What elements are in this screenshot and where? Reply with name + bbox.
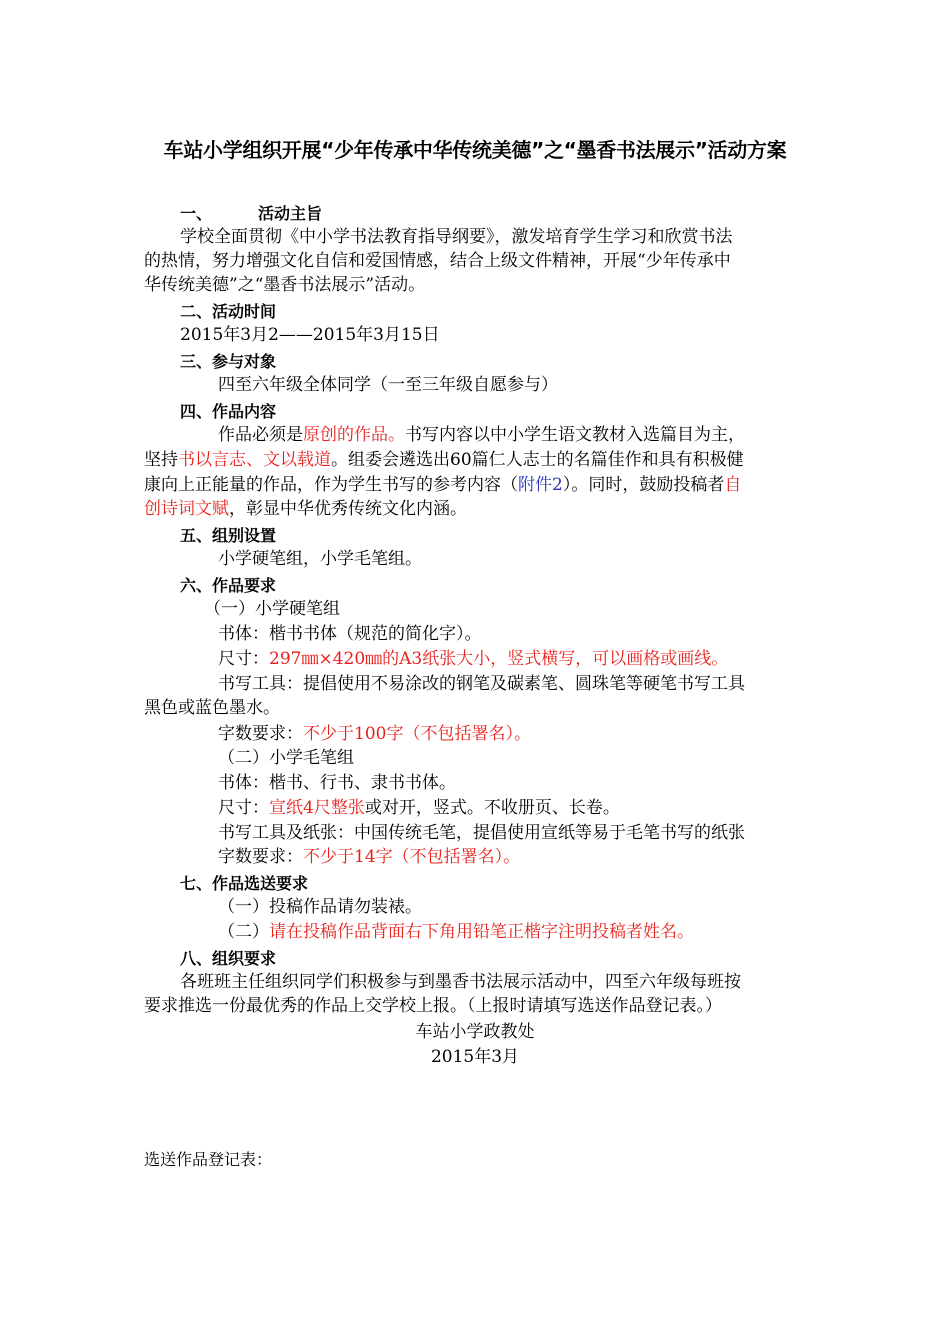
requirement-line: 书体：楷书书体（规范的简化字）。: [218, 624, 482, 644]
highlight-red: 书以言志、文以载道: [178, 450, 331, 470]
text-run: ，彰显中华优秀传统文化内涵。: [229, 499, 467, 519]
section-heading-6: 六、作品要求: [180, 576, 277, 595]
subsection-heading: （二）小学毛笔组: [218, 748, 354, 768]
paragraph-line: 学校全面贯彻《中小学书法教育指导纲要》，激发培育学生学习和欣赏书法: [180, 227, 733, 247]
attachment-ref: 附件2: [518, 475, 563, 495]
section-label: 活动主旨: [258, 204, 323, 223]
text-run: 。组委会遴选出60篇仁人志士的名篇佳作和具有积极健: [331, 450, 744, 470]
section-heading-8: 八、组织要求: [180, 949, 277, 968]
document-title: 车站小学组织开展“少年传承中华传统美德”之“墨香书法展示”活动方案: [163, 138, 787, 162]
requirement-line: [218, 796, 620, 821]
requirement-line: [218, 647, 728, 672]
highlight-red: 不少于100字（不包括署名）。: [303, 724, 531, 744]
paragraph-line: [144, 448, 744, 473]
text-run: （二）: [218, 922, 269, 942]
paragraph-line: [144, 497, 467, 522]
section-heading-4: 四、作品内容: [180, 402, 277, 421]
paragraph-line: [218, 423, 745, 448]
requirement-line: 黑色或蓝色墨水。: [144, 698, 280, 718]
section-heading-2: 二、活动时间: [180, 302, 277, 321]
requirement-line: （一）投稿作品请勿装裱。: [218, 897, 422, 917]
section-heading-1: [180, 201, 322, 226]
paragraph-line: 各班班主任组织同学们积极参与到墨香书法展示活动中，四至六年级每班按: [180, 972, 741, 992]
highlight-red: 原创的作品。: [303, 425, 405, 445]
text-run: ）。同时，鼓励投稿者: [562, 475, 725, 495]
requirement-line: 书体：楷书、行书、隶书书体。: [218, 773, 456, 793]
text-run: 或对开，竖式。不收册页、长卷。: [364, 798, 620, 818]
section-heading-5: 五、组别设置: [180, 526, 277, 545]
section-heading-3: 三、参与对象: [180, 352, 277, 371]
paragraph-line: 华传统美德”之“墨香书法展示”活动。: [144, 275, 426, 295]
paragraph-line: 四至六年级全体同学（一至三年级自愿参与）: [218, 375, 558, 395]
text-run: 作品必须是: [218, 425, 303, 445]
text-run: 康向上正能量的作品，作为学生书写的参考内容（: [144, 475, 518, 495]
paragraph-line: 的热情，努力增强文化自信和爱国情感，结合上级文件精神，开展“少年传承中: [144, 251, 731, 271]
highlight-red: 297㎜×420㎜的A3纸张大小，竖式横写，可以画格或画线。: [269, 649, 729, 669]
requirement-line: [218, 920, 694, 945]
highlight-red: 自: [724, 475, 742, 495]
highlight-red: 请在投稿作品背面右下角用铅笔正楷字注明投稿者姓名。: [269, 922, 694, 942]
text-run: 尺寸：: [218, 649, 269, 669]
text-run: 字数要求：: [218, 724, 303, 744]
text-run: 坚持: [144, 450, 178, 470]
section-number: 一、: [180, 204, 213, 223]
paragraph-line: 小学硬笔组，小学毛笔组。: [218, 549, 422, 569]
highlight-red: 不少于14字（不包括署名）。: [303, 847, 521, 867]
paragraph-line: 要求推选一份最优秀的作品上交学校上报。（上报时请填写选送作品登记表。）: [144, 996, 722, 1016]
requirement-line: 书写工具及纸张：中国传统毛笔，提倡使用宣纸等易于毛笔书写的纸张: [218, 823, 745, 843]
date-range: 2015年3月2——2015年3月15日: [180, 325, 440, 345]
paragraph-line: [144, 473, 741, 498]
section-heading-7: 七、作品选送要求: [180, 874, 309, 893]
text-run: 书写内容以中小学生语文教材入选篇目为主，: [405, 425, 745, 445]
issuer-signature: 车站小学政教处: [415, 1022, 535, 1042]
requirement-line: [218, 722, 531, 747]
requirement-line: [218, 845, 520, 870]
highlight-red: 宣纸4尺整张: [269, 798, 365, 818]
issue-date: 2015年3月: [430, 1047, 520, 1067]
highlight-red: 创诗词文赋: [144, 499, 229, 519]
subsection-heading: （一）小学硬笔组: [204, 599, 340, 619]
registration-form-label: 选送作品登记表：: [144, 1150, 273, 1169]
requirement-line: 书写工具：提倡使用不易涂改的钢笔及碳素笔、圆珠笔等硬笔书写工具: [218, 674, 745, 694]
text-run: 字数要求：: [218, 847, 303, 867]
text-run: 尺寸：: [218, 798, 269, 818]
